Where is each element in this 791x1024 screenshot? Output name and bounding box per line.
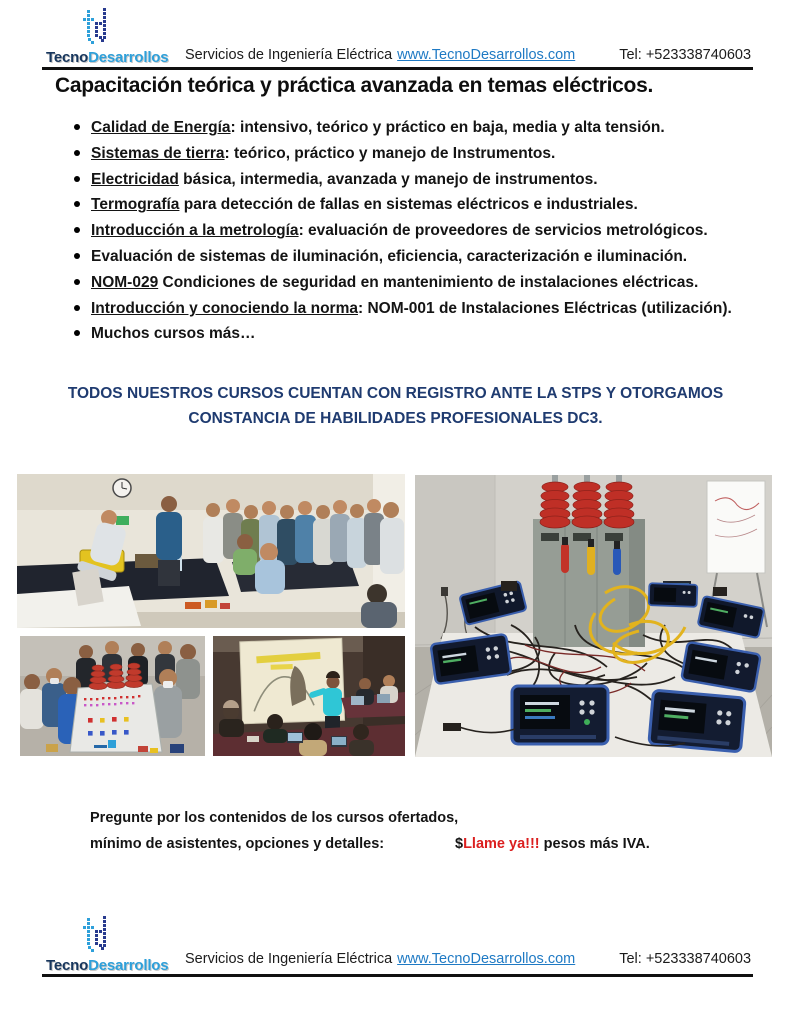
course-list — [72, 119, 744, 351]
course-topic: NOM-029 — [91, 273, 159, 291]
bullet-icon — [74, 124, 80, 130]
course-item — [72, 196, 744, 213]
course-description: para detección de fallas en sistemas eléctricos e industriales. — [179, 196, 638, 214]
bullet-icon — [74, 150, 80, 156]
brand-name-primary: Tecno — [46, 49, 89, 66]
bullet-icon — [74, 305, 80, 311]
footer-contact-line — [185, 951, 751, 967]
course-topic: Sistemas de tierra — [91, 144, 225, 162]
bullet-icon — [74, 330, 80, 336]
course-description: : NOM-001 de Instalaciones Eléctricas (utilización). — [357, 299, 732, 317]
tecnodesarrollos-logo-icon — [79, 8, 115, 48]
course-item — [72, 325, 744, 342]
price-suffix: pesos más IVA. — [539, 836, 650, 852]
phone-number: Tel: +523338740603 — [619, 951, 752, 967]
face-mask — [163, 681, 173, 688]
course-item — [72, 145, 744, 162]
price-note — [455, 831, 650, 857]
phone-number: Tel: +523338740603 — [619, 47, 752, 63]
price-prefix: $ — [455, 836, 464, 852]
brand-name-primary: Tecno — [46, 957, 89, 974]
service-text: Servicios de Ingeniería Eléctrica — [185, 47, 393, 63]
brand-name-secondary: Desarrollos — [88, 957, 169, 974]
course-item — [72, 274, 744, 291]
course-description: : intensivo, teórico y práctico en baja, media y alta tensión. — [230, 119, 665, 136]
course-item — [72, 248, 744, 265]
power-adapter — [501, 581, 517, 591]
exit-sign — [116, 516, 129, 525]
insulators — [540, 475, 634, 528]
tecnodesarrollos-logo-icon — [79, 916, 115, 956]
inquiry-block — [90, 805, 750, 857]
face-mask — [50, 678, 59, 684]
power-adapter — [443, 723, 461, 731]
course-description: Evaluación de sistemas de iluminación, eficiencia, caracterización e iluminación. — [91, 247, 688, 265]
call-now-text: Llame ya!!! — [463, 836, 540, 852]
clock-icon — [113, 479, 131, 497]
service-text: Servicios de Ingeniería Eléctrica — [185, 951, 393, 967]
course-description: básica, intermedia, avanzada y manejo de instrumentos. — [178, 170, 598, 188]
photo-test-setup-illustration — [415, 475, 772, 757]
bullet-icon — [74, 253, 80, 259]
inquiry-line2: mínimo de asistentes, opciones y detalles: — [90, 836, 385, 852]
brand-name — [46, 957, 176, 974]
bullet-icon — [74, 279, 80, 285]
power-adapter — [713, 587, 727, 596]
photo-test-setup — [415, 475, 772, 757]
brand-name-secondary: Desarrollos — [88, 49, 169, 66]
course-item — [72, 222, 744, 239]
inquiry-line1: Pregunte por los contenidos de los cursos ofertados, — [90, 810, 459, 826]
website-link[interactable]: www.TecnoDesarrollos.com — [397, 47, 576, 63]
stps-registry-note — [0, 381, 791, 431]
course-topic: Calidad de Energía — [91, 119, 231, 136]
course-topic: Electricidad — [91, 170, 179, 188]
course-description: : teórico, práctico y manejo de Instrumentos. — [224, 144, 556, 162]
photo-presentation-illustration — [213, 636, 405, 756]
bullet-icon — [74, 176, 80, 182]
course-topic: Introducción y conociendo la norma — [91, 299, 358, 317]
bullet-icon — [74, 201, 80, 207]
photo-equipment-training — [20, 636, 205, 756]
course-topic: Termografía — [91, 196, 180, 214]
stps-registry-note-line1: TODOS NUESTROS CURSOS CUENTAN CON REGISTRO ANTE LA STPS Y OTORGAMOS — [67, 385, 724, 402]
insulators — [89, 663, 143, 690]
photo-equipment-illustration — [20, 636, 205, 756]
photo-presentation-session — [213, 636, 405, 756]
footer-divider — [42, 974, 753, 977]
stps-registry-note-line2: CONSTANCIA DE HABILIDADES PROFESIONALES DC3. — [188, 410, 603, 427]
course-description: : evaluación de proveedores de servicios metrológicos. — [298, 222, 708, 240]
header-divider — [42, 67, 753, 70]
course-topic: Introducción a la metrología — [91, 222, 299, 240]
photo-classroom-training — [17, 474, 405, 628]
course-item — [72, 119, 744, 136]
course-description: Muchos cursos más… — [91, 325, 256, 343]
course-description: Condiciones de seguridad en mantenimiento de instalaciones eléctricas. — [158, 273, 699, 291]
bullet-icon — [74, 227, 80, 233]
header-contact-line — [185, 47, 751, 63]
brand-logo — [46, 8, 176, 66]
brand-name — [46, 49, 176, 66]
course-item — [72, 171, 744, 188]
page-title: Capacitación teórica y práctica avanzada en temas eléctricos. — [55, 74, 653, 97]
photo-classroom-illustration — [17, 474, 405, 628]
course-item — [72, 300, 744, 317]
website-link[interactable]: www.TecnoDesarrollos.com — [397, 951, 576, 967]
brand-logo-footer — [46, 916, 176, 974]
